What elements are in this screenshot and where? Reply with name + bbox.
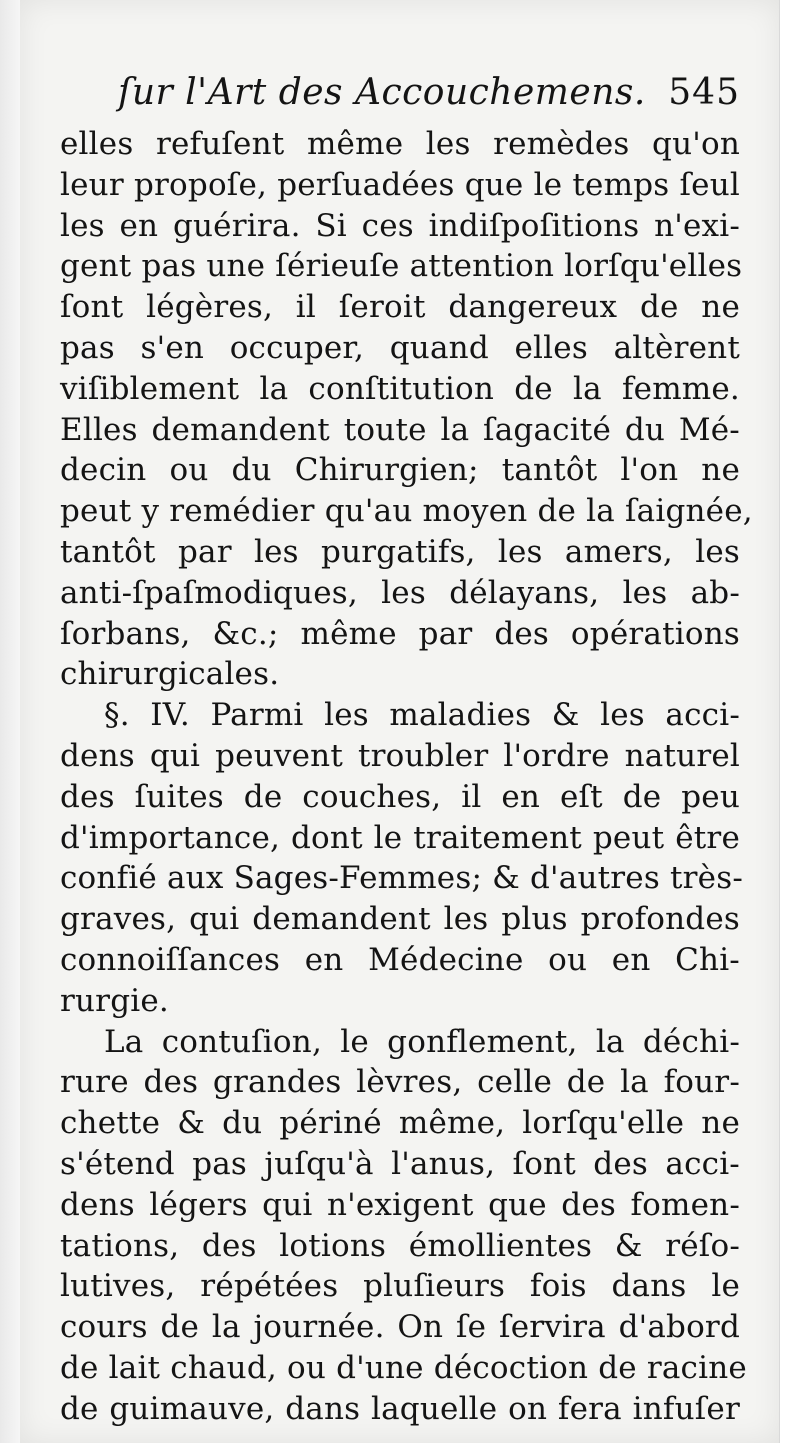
text-line: viſiblement la conſtitution de la femme. [60, 370, 740, 407]
page-text-block [60, 62, 753, 1430]
text-line: graves, qui demandent les plus profondes [60, 901, 740, 938]
text-line: de guimauve, dans laquelle on fera infuſer [60, 1390, 740, 1427]
text-line: chette & du périné même, lorſqu'elle ne [60, 1105, 740, 1142]
text-line: tations, des lotions émollientes & réſo- [60, 1227, 740, 1264]
text-line: d'importance, dont le traitement peut être [60, 819, 740, 856]
text-line: La contuſion, le gonflement, la déchi- [104, 1023, 740, 1060]
text-line: elles refuſent même les remèdes qu'on [60, 126, 740, 162]
text-line: lutives, répétées pluſieurs fois dans le [60, 1268, 740, 1305]
text-line: leur propoſe, perſuadées que le temps ſeul [60, 166, 740, 203]
text-line: des ſuites de couches, il en eſt de peu [60, 778, 740, 815]
paragraph-2 [60, 695, 744, 1021]
text-line: tantôt par les purgatifs, les amers, les [60, 533, 740, 570]
text-line: dens légers qui n'exigent que des fomen- [60, 1186, 740, 1223]
text-line: peut y remédier qu'au moyen de la ſaignée, [60, 493, 753, 530]
text-line: s'étend pas juſqu'à l'anus, ſont des acci- [60, 1145, 740, 1182]
scan-margin-left [0, 0, 20, 1443]
text-line: pas s'en occuper, quand elles altèrent [60, 329, 740, 366]
paragraph-3 [60, 1022, 747, 1430]
text-line: de lait chaud, ou d'une décoction de racine [60, 1349, 747, 1386]
text-line: cours de la journée. On ſe ſervira d'abord [60, 1309, 740, 1346]
text-line: anti-ſpaſmodiques, les délayans, les ab- [60, 574, 740, 611]
text-line: decin ou du Chirurgien; tantôt l'on ne [60, 452, 740, 489]
text-line: ſorbans, &c.; même par des opérations [60, 615, 740, 652]
paragraph-1 [60, 124, 753, 695]
page-number: 545 [668, 72, 740, 113]
text-line: rurgie. [60, 982, 169, 1019]
running-head [60, 62, 740, 124]
text-line: connoiſſances en Médecine ou en Chi- [60, 941, 740, 978]
text-line: ſont légères, il ſeroit dangereux de ne [60, 289, 740, 326]
text-line: Elles demandent toute la ſagacité du Mé- [60, 411, 740, 448]
text-line: chirurgicales. [60, 656, 280, 693]
text-line: rure des grandes lèvres, celle de la four- [60, 1064, 740, 1101]
text-line: confié aux Sages-Femmes; & d'autres très- [60, 860, 744, 897]
text-line: gent pas une ſérieuſe attention lorſqu'elles [60, 248, 743, 285]
scan-margin-right [779, 0, 800, 1443]
text-line: §. IV. Parmi les maladies & les acci- [104, 697, 740, 734]
running-head-title: ſur l'Art des Accouchemens. [118, 72, 646, 113]
text-line: dens qui peuvent troubler l'ordre naturel [60, 737, 740, 774]
text-line: les en guérira. Si ces indiſpoſitions n'exi- [60, 207, 740, 244]
